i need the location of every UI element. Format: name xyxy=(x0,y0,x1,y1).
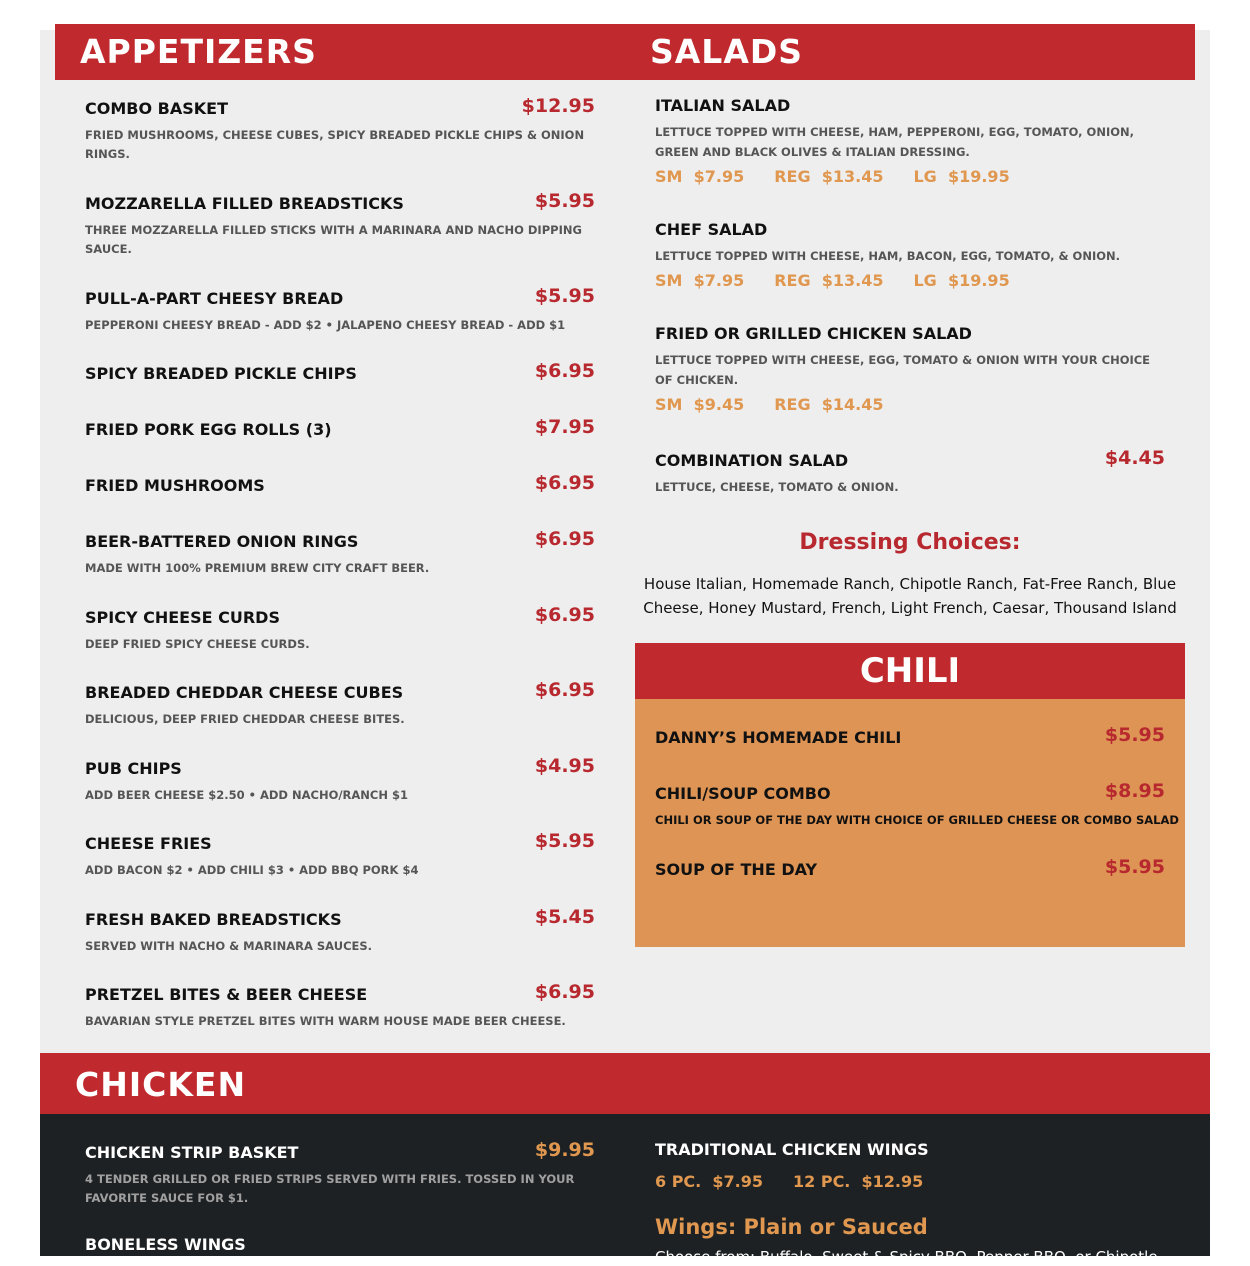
item-name: CHICKEN STRIP BASKET xyxy=(85,1143,299,1162)
size-label: REG xyxy=(774,271,811,290)
chili-item xyxy=(655,724,1165,752)
appetizer-item xyxy=(85,190,595,264)
item-description: SERVED WITH NACHO & MARINARA SAUCES. xyxy=(85,939,373,953)
chicken-item xyxy=(85,1139,595,1205)
item-price: $8.95 xyxy=(1104,780,1165,802)
size-label: LG xyxy=(913,271,937,290)
item-price: $4.95 xyxy=(534,755,595,777)
size-prices xyxy=(655,395,883,414)
item-description: CHILI OR SOUP OF THE DAY WITH CHOICE OF GRILLED CHEESE OR COMBO SALAD xyxy=(655,813,1179,827)
size-price: $14.45 xyxy=(821,395,884,414)
item-description: 4 TENDER GRILLED OR FRIED STRIPS SERVED WITH FRIES. TOSSED IN YOUR FAVORITE SAUCE FOR $1. xyxy=(85,1172,575,1205)
item-name: SPICY BREADED PICKLE CHIPS xyxy=(85,364,357,383)
item-name: DANNY’S HOMEMADE CHILI xyxy=(655,728,902,747)
item-name: PRETZEL BITES & BEER CHEESE xyxy=(85,985,368,1004)
size-label: SM xyxy=(655,167,683,186)
size-price: $12.95 xyxy=(861,1172,924,1191)
chili-item xyxy=(655,780,1179,834)
item-description: LETTUCE TOPPED WITH CHEESE, EGG, TOMATO & ONION WITH YOUR CHOICE OF CHICKEN. xyxy=(655,353,1151,387)
size-price: $7.95 xyxy=(712,1172,763,1191)
appetizer-item xyxy=(85,285,595,339)
item-name: PULL-A-PART CHEESY BREAD xyxy=(85,289,344,308)
item-name: FRESH BAKED BREADSTICKS xyxy=(85,910,342,929)
appetizer-item xyxy=(85,604,595,658)
appetizer-item xyxy=(85,472,595,500)
item-name: CHEF SALAD xyxy=(655,220,768,239)
item-price: $6.95 xyxy=(534,360,595,382)
item-price: $5.95 xyxy=(1104,856,1165,878)
size-label: SM xyxy=(655,395,683,414)
dressing-title: Dressing Choices: xyxy=(799,530,1021,555)
size-prices xyxy=(655,167,1010,186)
size-price: $9.45 xyxy=(693,395,745,414)
size-label: 12 PC. xyxy=(793,1172,851,1191)
item-name: COMBO BASKET xyxy=(85,99,228,118)
size-price: $7.95 xyxy=(693,167,745,186)
item-price: $7.95 xyxy=(534,416,595,438)
appetizer-item xyxy=(85,755,595,809)
size-label: LG xyxy=(913,167,937,186)
appetizer-item xyxy=(85,906,595,960)
item-description: FRIED MUSHROOMS, CHEESE CUBES, SPICY BREADED PICKLE CHIPS & ONION RINGS. xyxy=(85,128,585,161)
item-description: ADD BEER CHEESE $2.50 • ADD NACHO/RANCH $1 xyxy=(85,788,408,802)
item-description: LETTUCE TOPPED WITH CHEESE, HAM, BACON, EGG, TOMATO, & ONION. xyxy=(655,249,1120,263)
item-description: THREE MOZZARELLA FILLED STICKS WITH A MARINARA AND NACHO DIPPING SAUCE. xyxy=(85,223,582,256)
item-price: $6.95 xyxy=(534,528,595,550)
size-label: REG xyxy=(774,395,811,414)
size-prices xyxy=(655,1172,923,1191)
appetizer-item xyxy=(85,528,595,582)
item-description: ADD BACON $2 • ADD CHILI $3 • ADD BBQ PORK $4 xyxy=(85,863,419,877)
salad-item xyxy=(655,447,1165,501)
item-name: TRADITIONAL CHICKEN WINGS xyxy=(655,1140,929,1159)
size-prices xyxy=(655,271,1010,290)
size-price: $13.45 xyxy=(821,271,884,290)
item-description: MADE WITH 100% PREMIUM BREW CITY CRAFT BEER. xyxy=(85,561,430,575)
wings-sauce-list: Choose from: Buffalo, Sweet & Spicy BBQ, Pepper BBQ, or Chipotle xyxy=(655,1248,1158,1266)
item-name: BREADED CHEDDAR CHEESE CUBES xyxy=(85,683,404,702)
item-name: BONELESS WINGS xyxy=(85,1235,246,1254)
item-name: FRIED MUSHROOMS xyxy=(85,476,265,495)
item-price: $6.95 xyxy=(534,679,595,701)
item-price: $5.95 xyxy=(1104,724,1165,746)
chicken-title: CHICKEN xyxy=(75,1065,247,1104)
size-label: SM xyxy=(655,271,683,290)
item-price: $5.95 xyxy=(534,190,595,212)
item-description: PEPPERONI CHEESY BREAD - ADD $2 • JALAPENO CHEESY BREAD - ADD $1 xyxy=(85,318,566,332)
appetizer-item xyxy=(85,830,595,884)
chili-title: CHILI xyxy=(859,651,961,691)
item-name: SOUP OF THE DAY xyxy=(655,860,818,879)
dressing-choices: House Italian, Homemade Ranch, Chipotle Ranch, Fat-Free Ranch, Blue Cheese, Honey Mustard, French, Light French, Caesar, Thousand Island xyxy=(643,575,1177,617)
item-description: BAVARIAN STYLE PRETZEL BITES WITH WARM HOUSE MADE BEER CHEESE. xyxy=(85,1014,566,1028)
item-name: FRIED OR GRILLED CHICKEN SALAD xyxy=(655,324,972,343)
chicken-item xyxy=(85,1235,595,1256)
item-name: COMBINATION SALAD xyxy=(655,451,849,470)
chicken-wings-item xyxy=(655,1140,1165,1200)
salads-title: SALADS xyxy=(650,32,804,71)
item-description: LETTUCE, CHEESE, TOMATO & ONION. xyxy=(655,480,899,494)
item-description: LETTUCE TOPPED WITH CHEESE, HAM, PEPPERONI, EGG, TOMATO, ONION, GREEN AND BLACK OLIVES & ITALIAN DRESSING. xyxy=(655,125,1134,159)
item-price: $5.95 xyxy=(534,285,595,307)
salad-item xyxy=(655,96,1165,191)
appetizer-item xyxy=(85,679,595,733)
item-price: $5.45 xyxy=(534,906,595,928)
chili-header-bar xyxy=(635,643,1185,699)
item-price: $5.95 xyxy=(534,830,595,852)
item-price: $12.95 xyxy=(521,95,595,117)
size-price: $13.45 xyxy=(821,167,884,186)
size-price: $19.95 xyxy=(947,167,1010,186)
item-price: $6.95 xyxy=(534,981,595,1003)
appetizer-item xyxy=(85,981,595,1035)
item-name: MOZZARELLA FILLED BREADSTICKS xyxy=(85,194,404,213)
wings-sauce-title: Wings: Plain or Sauced xyxy=(655,1215,928,1239)
item-price: $9.95 xyxy=(534,1139,595,1161)
size-price: $7.95 xyxy=(693,271,745,290)
size-label: 6 PC. xyxy=(655,1172,702,1191)
item-name: SPICY CHEESE CURDS xyxy=(85,608,280,627)
appetizer-item xyxy=(85,416,595,444)
item-name: CHILI/SOUP COMBO xyxy=(655,784,831,803)
salad-item xyxy=(655,220,1165,295)
item-name: PUB CHIPS xyxy=(85,759,182,778)
item-description: DEEP FRIED SPICY CHEESE CURDS. xyxy=(85,637,310,651)
chili-item xyxy=(655,856,1165,884)
item-name: CHEESE FRIES xyxy=(85,834,212,853)
size-label: REG xyxy=(774,167,811,186)
item-name: ITALIAN SALAD xyxy=(655,96,791,115)
item-price: $6.95 xyxy=(534,472,595,494)
appetizer-item xyxy=(85,360,595,388)
item-price: $4.45 xyxy=(1104,447,1165,469)
item-name: FRIED PORK EGG ROLLS (3) xyxy=(85,420,332,439)
appetizers-title: APPETIZERS xyxy=(80,32,317,71)
chili-section xyxy=(635,643,1185,947)
salad-item xyxy=(655,324,1165,419)
size-price: $19.95 xyxy=(947,271,1010,290)
item-description: DELICIOUS, DEEP FRIED CHEDDAR CHEESE BITES. xyxy=(85,712,405,726)
item-price: $6.95 xyxy=(534,604,595,626)
appetizer-item xyxy=(85,95,595,169)
item-name: BEER-BATTERED ONION RINGS xyxy=(85,532,359,551)
